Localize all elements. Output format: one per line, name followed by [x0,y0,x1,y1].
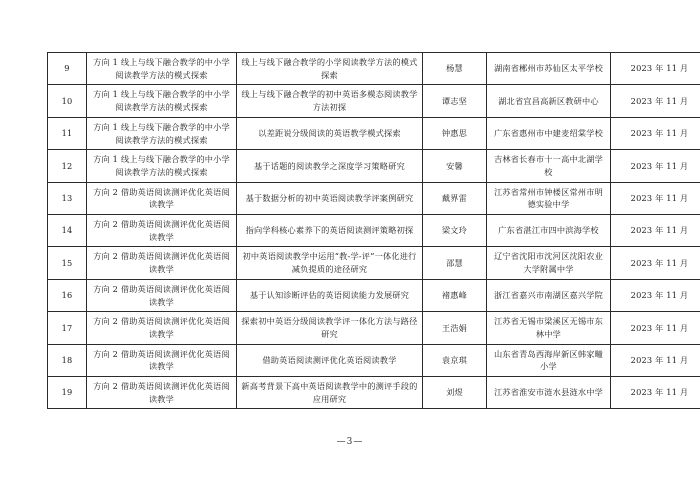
cell-school: 吉林省长春市十一高中北湖学校 [487,150,611,182]
cell-index: 19 [48,377,87,409]
cell-school: 辽宁省沈阳市沈河区沈阳农业大学附属中学 [487,247,611,279]
table-row [48,377,700,409]
cell-index: 9 [48,53,87,85]
cell-author: 杨慧 [423,53,487,85]
cell-direction: 方向 2 借助英语阅读测评优化英语阅读教学 [87,247,237,279]
cell-author: 戴界雷 [423,182,487,214]
cell-school: 湖北省宜昌高新区教研中心 [487,85,611,117]
cell-author: 钟惠思 [423,117,487,149]
cell-index: 14 [48,215,87,247]
table-row [48,182,700,214]
cell-title: 基于话题的阅读教学之深度学习策略研究 [237,150,423,182]
cell-school: 江苏省淮安市涟水县涟水中学 [487,377,611,409]
cell-title: 以差距说分级阅读的英语教学模式探索 [237,117,423,149]
cell-author: 谭志坚 [423,85,487,117]
cell-index: 17 [48,312,87,344]
table-row [48,279,700,311]
cell-date: 2023 年 11 月 [611,344,700,376]
cell-date: 2023 年 11 月 [611,377,700,409]
cell-author: 袁京琪 [423,344,487,376]
results-table-body [48,53,700,409]
cell-title: 初中英语阅读教学中运用“教-学-评”一体化进行减负提质的途径研究 [237,247,423,279]
page-number-footer: —3— [336,437,364,447]
cell-school: 广东省湛江市四中滨海学校 [487,215,611,247]
table-row [48,53,700,85]
table-row [48,215,700,247]
cell-title: 新高考背景下高中英语阅读教学中的测评手段的应用研究 [237,377,423,409]
cell-direction: 方向 2 借助英语阅读测评优化英语阅读教学 [87,215,237,247]
table-row [48,117,700,149]
cell-date: 2023 年 11 月 [611,150,700,182]
cell-index: 10 [48,85,87,117]
cell-direction: 方向 1 线上与线下融合教学的中小学阅读教学方法的模式探索 [87,53,237,85]
cell-direction: 方向 2 借助英语阅读测评优化英语阅读教学 [87,377,237,409]
cell-date: 2023 年 11 月 [611,215,700,247]
cell-school: 湖南省郴州市苏仙区太平学校 [487,53,611,85]
cell-school: 江苏省无锡市梁溪区无锡市东林中学 [487,312,611,344]
cell-title: 线上与线下融合教学的小学阅读教学方法的模式探索 [237,53,423,85]
cell-school: 广东省惠州市中建麦绍棠学校 [487,117,611,149]
table-row [48,150,700,182]
cell-index: 16 [48,279,87,311]
cell-title: 探索初中英语分级阅读教学评一体化方法与路径研究 [237,312,423,344]
cell-date: 2023 年 11 月 [611,247,700,279]
cell-title: 基于数据分析的初中英语阅读教学评案例研究 [237,182,423,214]
cell-direction: 方向 2 借助英语阅读测评优化英语阅读教学 [87,312,237,344]
cell-direction: 方向 2 借助英语阅读测评优化英语阅读教学 [87,344,237,376]
cell-author: 梁文玲 [423,215,487,247]
results-table-container [47,52,689,409]
table-row [48,344,700,376]
cell-date: 2023 年 11 月 [611,85,700,117]
cell-school: 江苏省常州市钟楼区常州市明德实验中学 [487,182,611,214]
cell-direction: 方向 2 借助英语阅读测评优化英语阅读教学 [87,182,237,214]
table-row [48,85,700,117]
cell-direction: 方向 1 线上与线下融合教学的中小学阅读教学方法的模式探索 [87,117,237,149]
cell-school: 浙江省嘉兴市南湖区嘉兴学院 [487,279,611,311]
table-row [48,247,700,279]
cell-title: 指向学科核心素养下的英语阅读测评策略初探 [237,215,423,247]
cell-index: 11 [48,117,87,149]
cell-title: 线上与线下融合教学的初中英语多模态阅读教学方法初探 [237,85,423,117]
cell-direction: 方向 1 线上与线下融合教学的中小学阅读教学方法的模式探索 [87,85,237,117]
cell-direction: 方向 2 借助英语阅读测评优化英语阅读教学 [87,279,237,311]
cell-author: 安馨 [423,150,487,182]
cell-date: 2023 年 11 月 [611,182,700,214]
cell-date: 2023 年 11 月 [611,117,700,149]
cell-author: 褚惠峰 [423,279,487,311]
cell-index: 13 [48,182,87,214]
cell-title: 借助英语阅读测评优化英语阅读教学 [237,344,423,376]
cell-date: 2023 年 11 月 [611,312,700,344]
cell-index: 12 [48,150,87,182]
cell-author: 王浩娟 [423,312,487,344]
cell-index: 15 [48,247,87,279]
cell-author: 刘煜 [423,377,487,409]
cell-school: 山东省青岛西海岸新区韩家疃小学 [487,344,611,376]
cell-date: 2023 年 11 月 [611,53,700,85]
cell-title: 基于认知诊断评估的英语阅读能力发展研究 [237,279,423,311]
results-table [47,52,700,409]
cell-author: 邵慧 [423,247,487,279]
cell-date: 2023 年 11 月 [611,279,700,311]
cell-direction: 方向 1 线上与线下融合教学的中小学阅读教学方法的模式探索 [87,150,237,182]
cell-index: 18 [48,344,87,376]
table-row [48,312,700,344]
